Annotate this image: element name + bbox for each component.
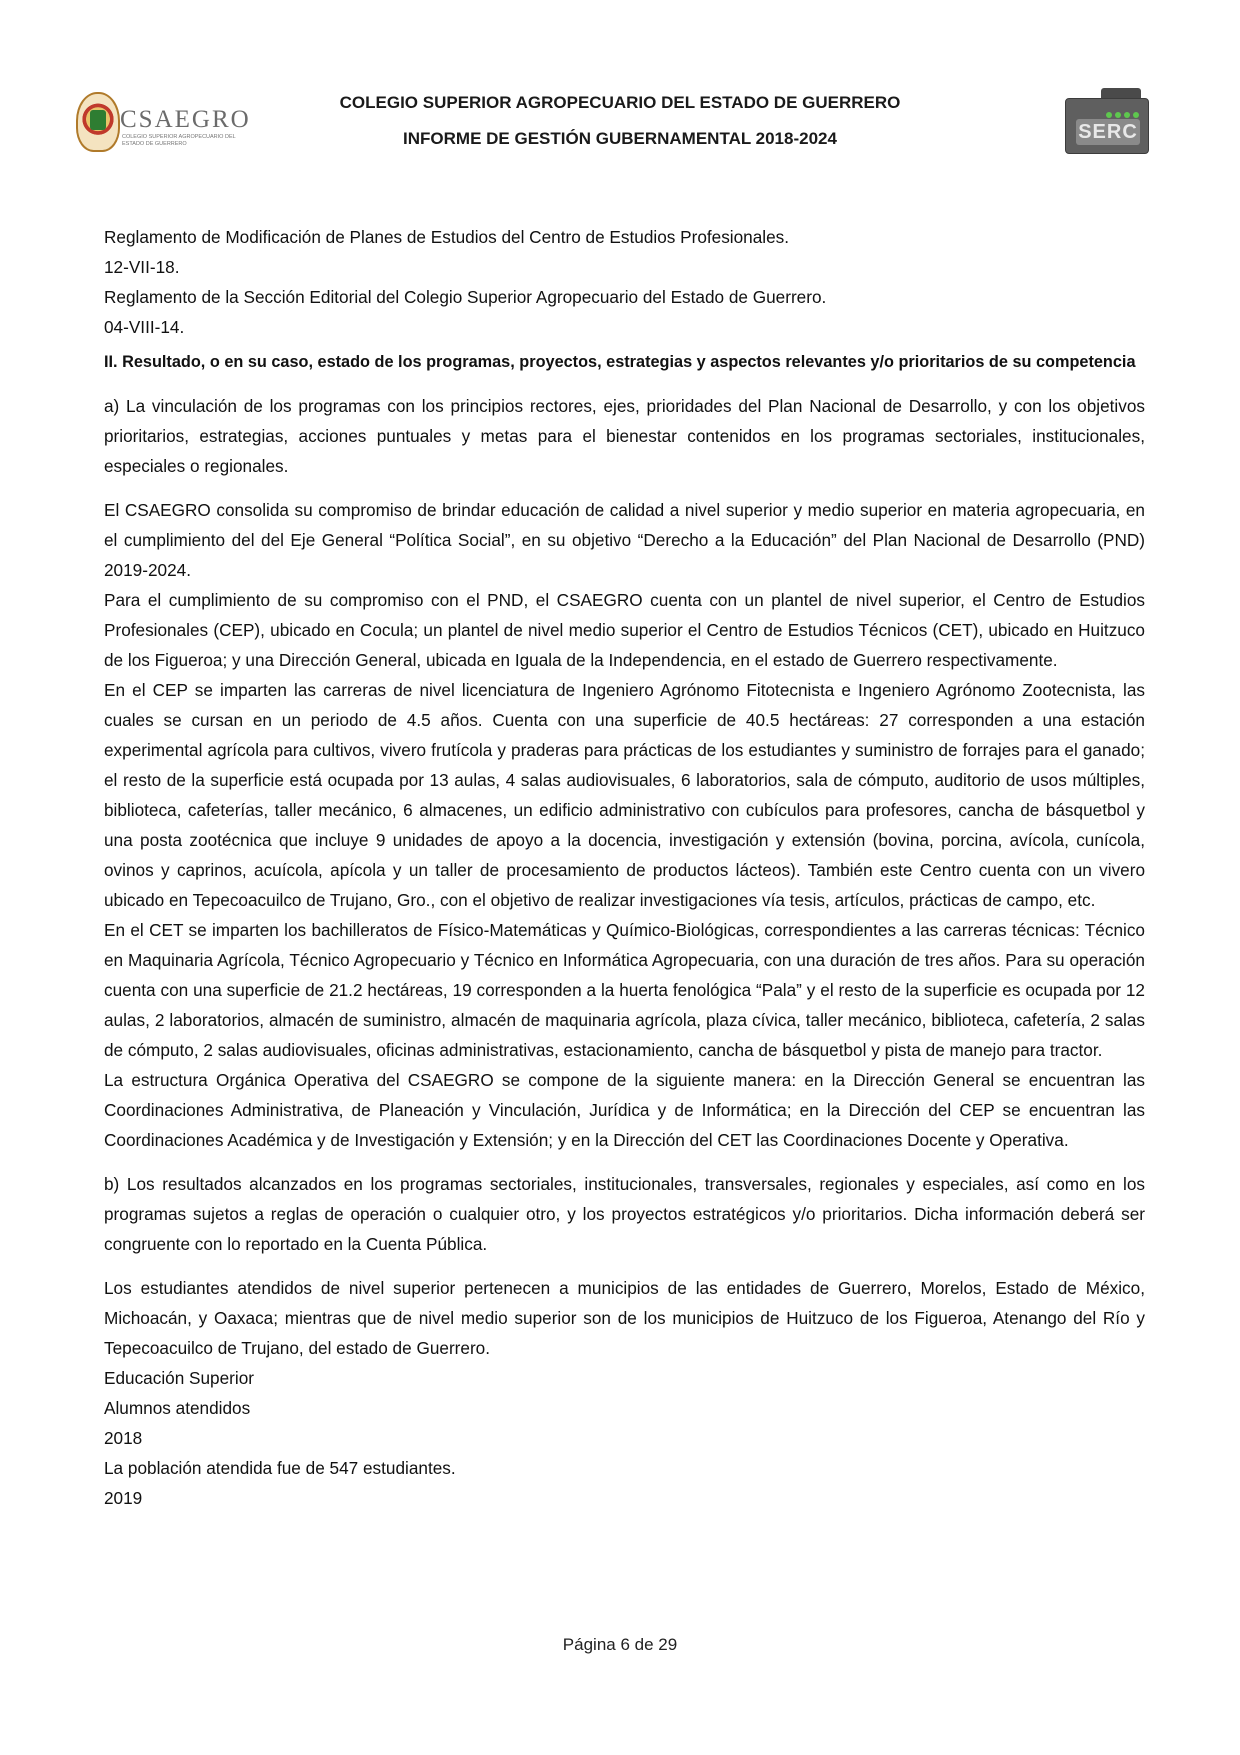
report-title: INFORME DE GESTIÓN GUBERNAMENTAL 2018-2024: [403, 129, 837, 148]
text-line: Alumnos atendidos: [104, 1398, 251, 1418]
paragraph: Para el cumplimiento de su compromiso con el PND, el CSAEGRO cuenta con un plantel de nivel superior, el Centro de Estudios Profesionales (CEP), ubicado en Cocula; un plantel de nivel medio superior el Centro de Estudios Técnicos (CET), ubicado en Huitzuco de los Figueroa; y una Dirección General, ubicada en Iguala de la Independencia, en el estado de Guerrero respectivamente.: [104, 590, 1145, 670]
regulation-date: 12-VII-18.: [104, 257, 180, 277]
csaegro-seal-icon: [76, 92, 120, 152]
paragraph: El CSAEGRO consolida su compromiso de brindar educación de calidad a nivel superior y medio superior en materia agropecuaria, en el cumplimiento del del Eje General “Política Social”, en su objetivo “Derecho a la Educación” del Plan Nacional de Desarrollo (PND) 2019-2024.: [104, 500, 1145, 580]
section-heading: II. Resultado, o en su caso, estado de los programas, proyectos, estrategias y aspectos relevantes y/o prioritarios de su competencia: [104, 353, 1136, 371]
regulation-line: Reglamento de la Sección Editorial del Colegio Superior Agropecuario del Estado de Guerrero.: [104, 287, 827, 307]
year-line: 2018: [104, 1428, 143, 1448]
year-line: 2019: [104, 1488, 143, 1508]
csaegro-logo: [76, 90, 256, 160]
page-header: [0, 0, 1240, 170]
paragraph: En el CEP se imparten las carreras de nivel licenciatura de Ingeniero Agrónomo Fitotecnista e Ingeniero Agrónomo Zootecnista, las cuales se cursan en un periodo de 4.5 años. Cuenta con una superficie de 40.5 hectáreas: 27 corresponden a una estación experimental agrícola para cultivos, vivero frutícola y praderas para prácticas de los estudiantes y suministro de forrajes para el ganado; el resto de la superficie está ocupada por 13 aulas, 4 salas audiovisuales, 6 laboratorios, sala de cómputo, auditorio de usos múltiples, biblioteca, cafeterías, taller mecánico, 6 almacenes, un edificio administrativo con cubículos para profesores, cancha de básquetbol y una posta zootécnica que incluye 9 unidades de apoyo a la docencia, investigación y extensión (bovina, porcina, avícola, cunícola, ovinos y caprinos, acuícola, apícola y un taller de procesamiento de productos lácteos). También este Centro cuenta con un vivero ubicado en Tepecoacuilco de Trujano, Gro., con el objetivo de realizar investigaciones vía tesis, artículos, prácticas de campo, etc.: [104, 680, 1145, 910]
paragraph: a) La vinculación de los programas con los principios rectores, ejes, prioridades del Plan Nacional de Desarrollo, y con los objetivos prioritarios, estrategias, acciones puntuales y metas para el bienestar contenidos en los programas sectoriales, institucionales, especiales o regionales.: [104, 396, 1145, 476]
text-line: Educación Superior: [104, 1368, 255, 1388]
serc-logo-label: SERC: [1076, 119, 1140, 145]
serc-logo-icon: [1065, 88, 1149, 154]
paragraph: b) Los resultados alcanzados en los programas sectoriales, institucionales, transversales, regionales y especiales, así como en los programas sujetos a reglas de operación o cualquier otro, y los proyectos estratégicos y/o prioritarios. Dicha información deberá ser congruente con lo reportado en la Cuenta Pública.: [104, 1174, 1145, 1254]
paragraph: Los estudiantes atendidos de nivel superior pertenecen a municipios de las entidades de Guerrero, Morelos, Estado de México, Michoacán, y Oaxaca; mientras que de nivel medio superior son de los municipios de Huitzuco de los Figueroa, Atenango del Río y Tepecoacuilco de Trujano, del estado de Guerrero.: [104, 1278, 1145, 1358]
document-body: [104, 222, 1145, 1513]
paragraph: La estructura Orgánica Operativa del CSAEGRO se compone de la siguiente manera: en la Dirección General se encuentran las Coordinaciones Administrativa, de Planeación y Vinculación, Jurídica y de Informática; en la Dirección del CEP se encuentran las Coordinaciones Académica y de Investigación y Extensión; y en la Dirección del CET las Coordinaciones Docente y Operativa.: [104, 1070, 1145, 1150]
regulation-line: Reglamento de Modificación de Planes de Estudios del Centro de Estudios Profesionales.: [104, 227, 790, 247]
text-line: La población atendida fue de 547 estudiantes.: [104, 1458, 456, 1478]
institution-title: COLEGIO SUPERIOR AGROPECUARIO DEL ESTADO DE GUERRERO: [339, 93, 901, 112]
logo-subtitle-text: COLEGIO SUPERIOR AGROPECUARIO DEL ESTADO DE GUERRERO: [122, 134, 236, 147]
paragraph: En el CET se imparten los bachilleratos de Físico-Matemáticas y Químico-Biológicas, correspondientes a las carreras técnicas: Técnico en Maquinaria Agrícola, Técnico Agropecuario y Técnico en Informática Agropecuaria, con una duración de tres años. Para su operación cuenta con una superficie de 21.2 hectáreas, 19 corresponden a la huerta fenológica “Pala” y el resto de la superficie es ocupada por 12 aulas, 2 laboratorios, almacén de suministro, almacén de maquinaria agrícola, plaza cívica, taller mecánico, biblioteca, cafetería, 2 salas de cómputo, 2 salas audiovisuales, oficinas administrativas, estacionamiento, cancha de básquetbol y pista de manejo para tractor.: [104, 920, 1145, 1060]
page-number: Página 6 de 29: [562, 1635, 678, 1654]
header-title-block: [330, 93, 910, 149]
logo-brand-text: CSAEGRO: [120, 106, 251, 133]
regulation-date: 04-VIII-14.: [104, 317, 185, 337]
